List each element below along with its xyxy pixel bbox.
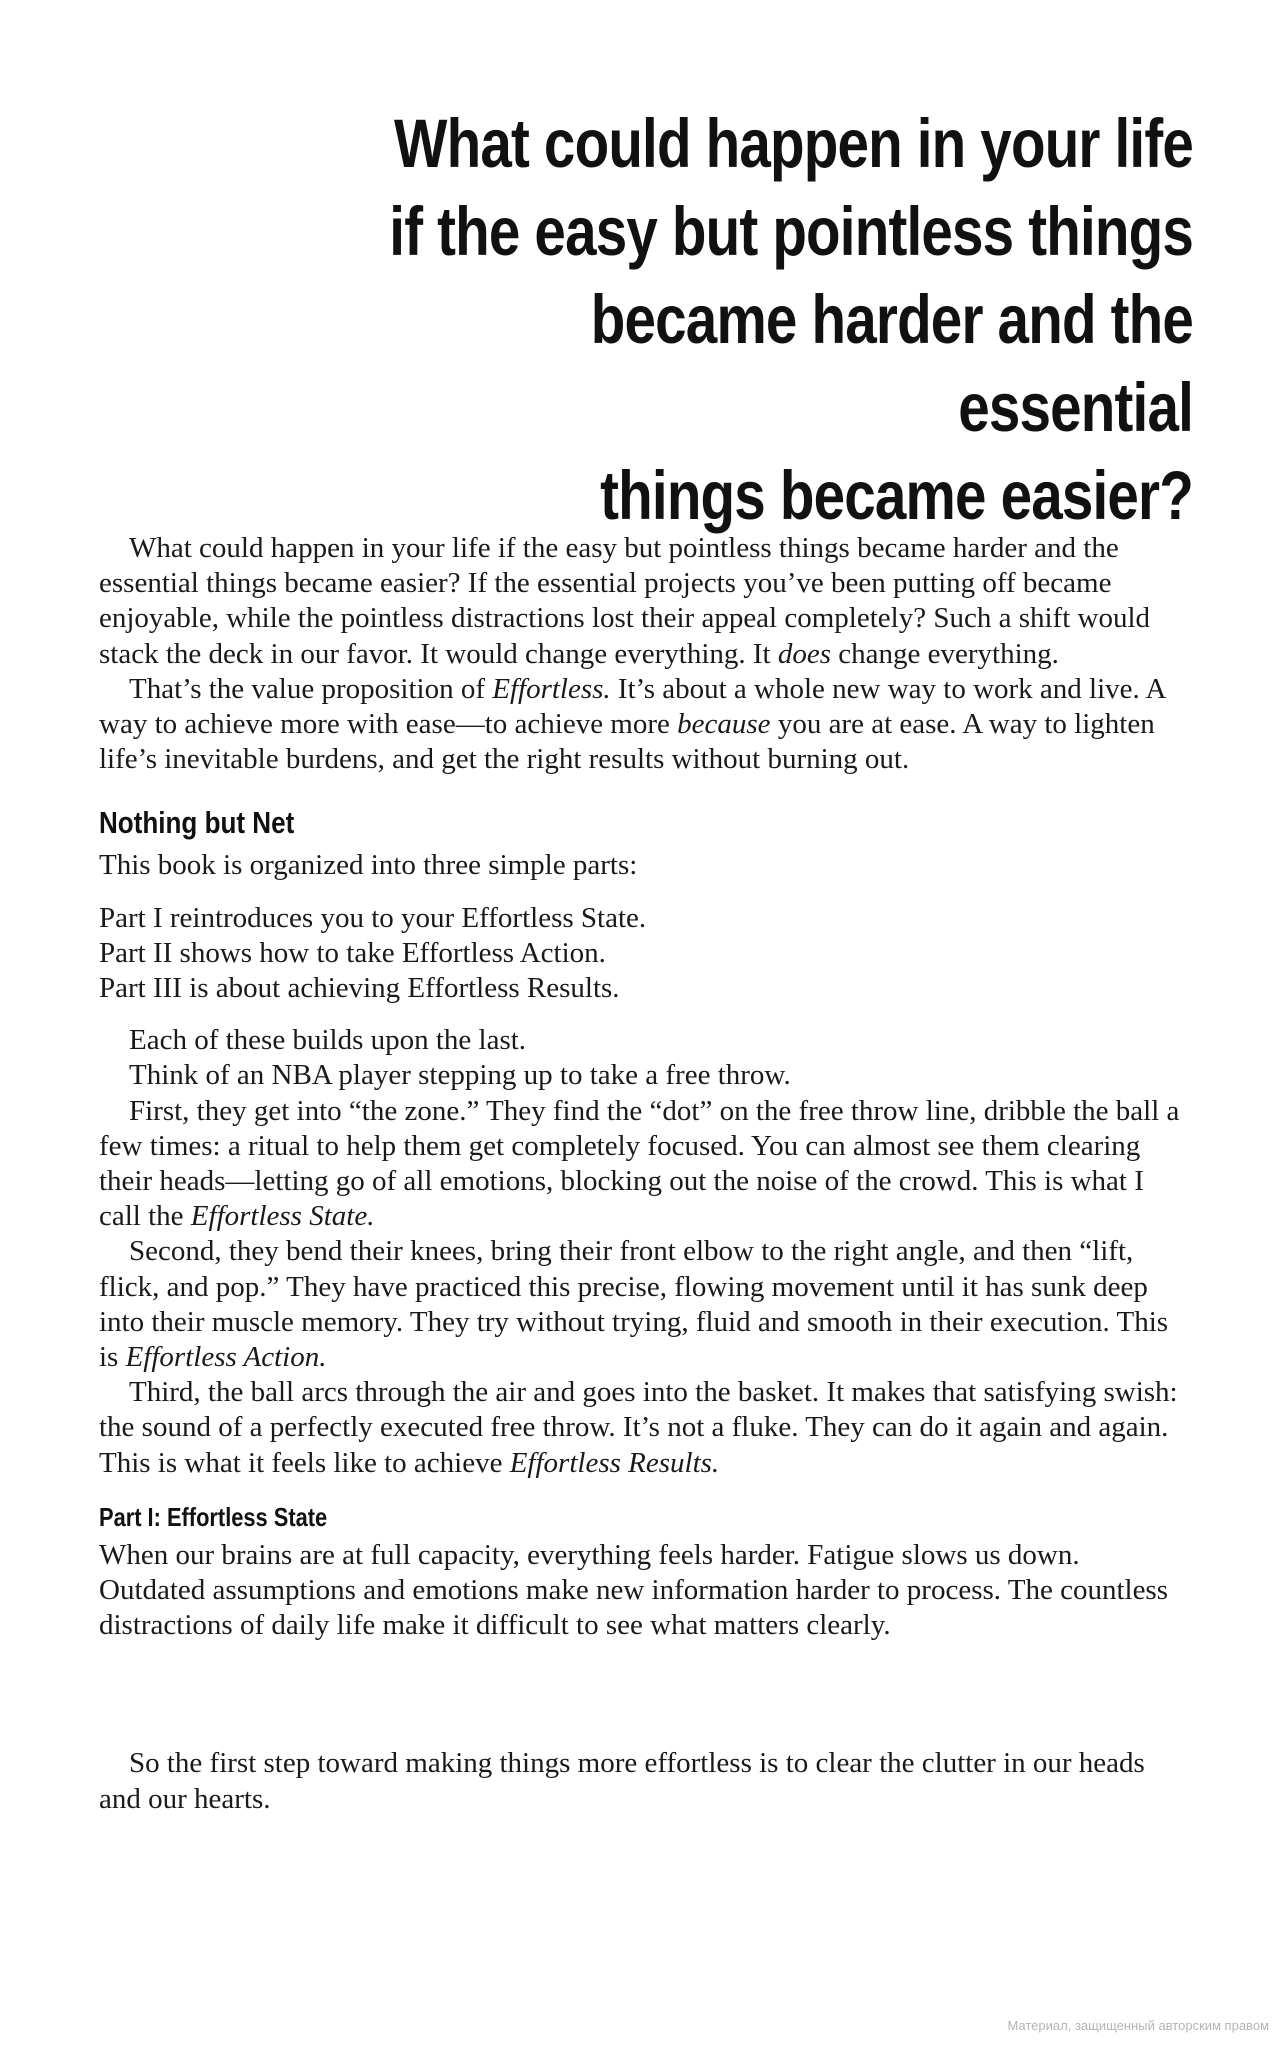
section-heading-nothing-but-net: Nothing but Net: [99, 805, 295, 841]
body-text: [99, 531, 1189, 1817]
chapter-title-line: became harder and the essential: [590, 281, 1193, 446]
copyright-watermark: Материал, защищенный авторским правом: [1007, 2018, 1269, 2033]
paragraph: Second, they bend their knees, bring their front elbow to the right angle, and then “lift, flick, and pop.” They have practiced this precise, flowing movement until it has sunk deep into their muscle memory. They try without trying, fluid and smooth in their execution. This is Effortless Action.: [99, 1235, 1169, 1374]
paragraph: First, they get into “the zone.” They find the “dot” on the free throw line, dribble the ball a few times: a ritual to help them get completely focused. You can almost see them clearing their heads—letting go of all emotions, blocking out the noise of the crowd. This is what I call the Effortless State.: [99, 1094, 1180, 1233]
section-heading-part-one: Part I: Effortless State: [99, 1501, 328, 1532]
chapter-title: [373, 100, 1193, 540]
chapter-title-line: things became easier?: [600, 457, 1193, 534]
paragraph: Third, the ball arcs through the air and goes into the basket. It makes that satisfying swish: the sound of a perfectly executed free throw. It’s not a fluke. They can do it again and again. This is what it feels like to achieve Effortless Results.: [99, 1376, 1178, 1479]
paragraph: When our brains are at full capacity, everything feels harder. Fatigue slows us down. Outdated assumptions and emotions make new information harder to process. The countless distractions of daily life make it difficult to see what matters clearly.: [99, 1538, 1169, 1642]
paragraph: So the first step toward making things more effortless is to clear the clutter in our heads and our hearts.: [99, 1747, 1145, 1815]
part-list-item: Part I reintroduces you to your Effortless State.: [99, 901, 647, 934]
intro-paragraph: What could happen in your life if the easy but pointless things became harder and the essential things became easier? If the essential projects you’ve been putting off became enjoyable, while the pointless distractions lost their appeal completely? Such a shift would stack the deck in our favor. It would change everything. It does change everything.: [99, 532, 1151, 670]
intro-paragraph: That’s the value proposition of Effortless. It’s about a whole new way to work and live. A way to achieve more with ease—to achieve more because you are at ease. A way to lighten life’s inevitable burdens, and get the right results without burning out.: [99, 672, 1165, 776]
chapter-title-line: What could happen in your life: [394, 105, 1194, 182]
part-list-item: Part II shows how to take Effortless Action.: [99, 936, 606, 969]
paragraph: Think of an NBA player stepping up to take a free throw.: [129, 1059, 791, 1092]
chapter-title-line: if the easy but pointless things: [389, 193, 1193, 270]
paragraph: Each of these builds upon the last.: [129, 1024, 527, 1057]
part-list-item: Part III is about achieving Effortless Results.: [99, 972, 620, 1005]
paragraph: This book is organized into three simple parts:: [99, 849, 638, 882]
